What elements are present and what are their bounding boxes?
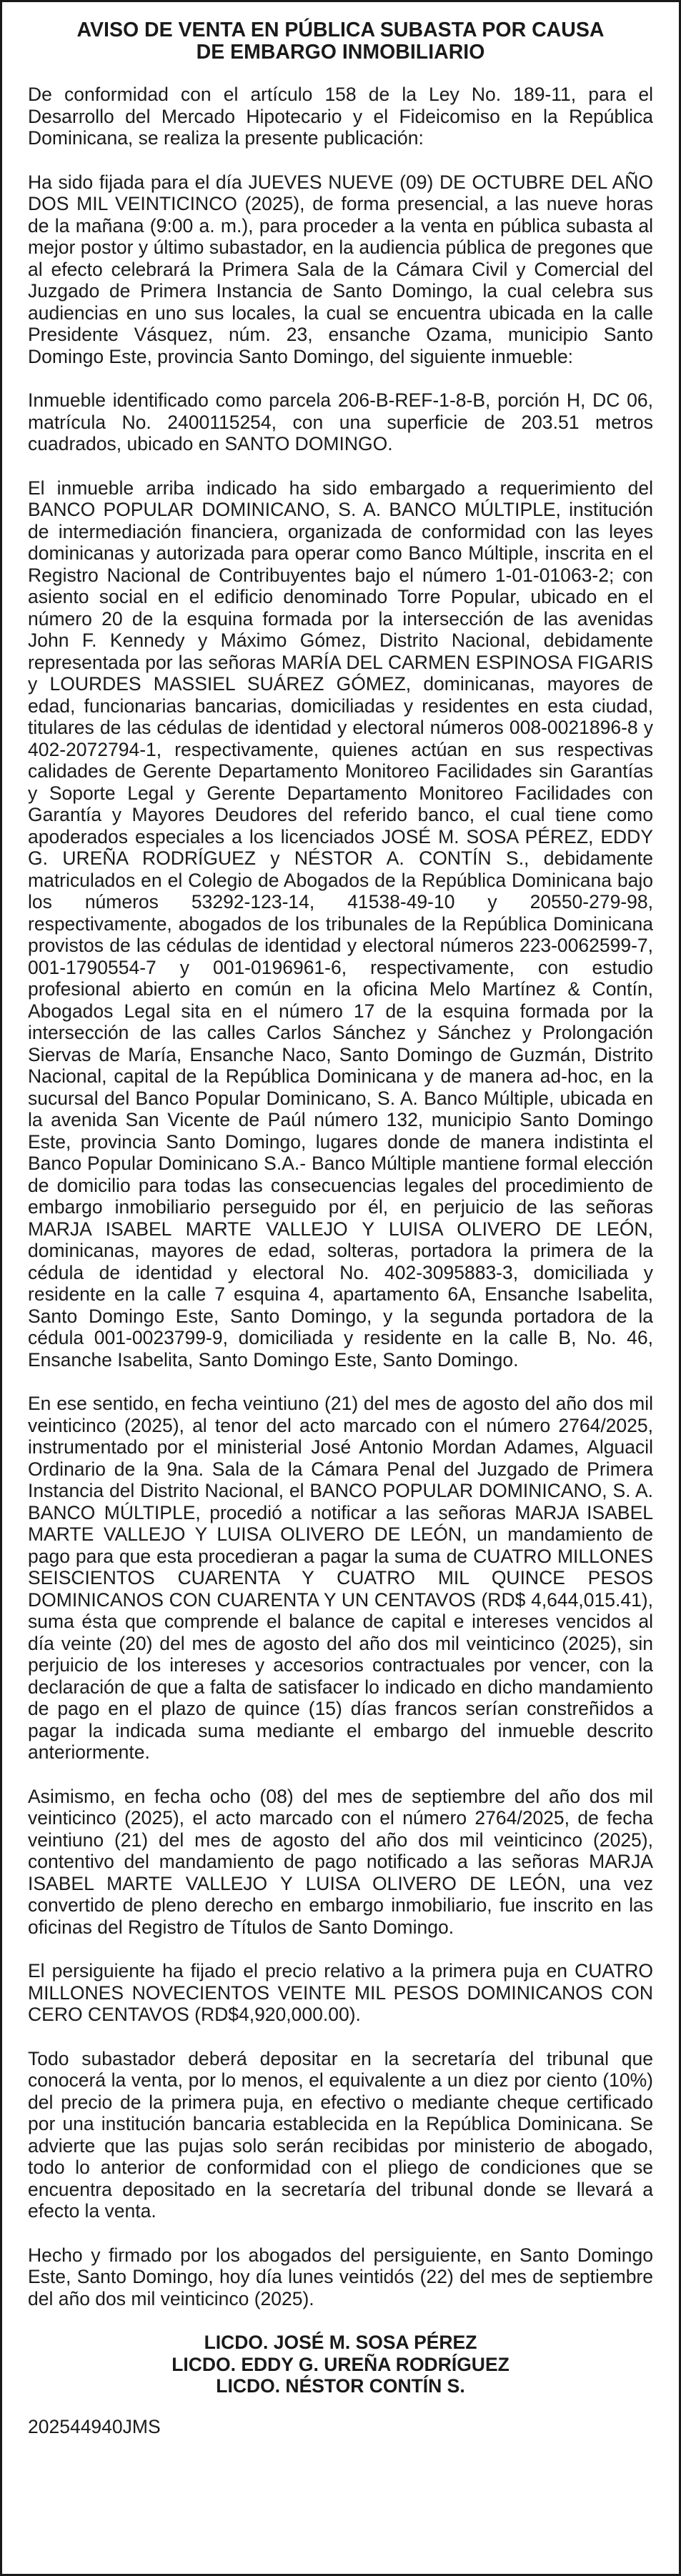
notice-title-line-2: DE EMBARGO INMOBILIARIO bbox=[196, 41, 485, 64]
paragraph-property: Inmueble identificado como parcela 206-B-REF-1-8-B, porción H, DC 06, matrícula No. 2400115254, con una superficie de 203.51 metros cuadrados, ubicado en SANTO DOMINGO. bbox=[28, 389, 653, 454]
notice-body bbox=[28, 84, 653, 2309]
signer-name: LICDO. EDDY G. UREÑA RODRÍGUEZ bbox=[172, 2353, 509, 2375]
paragraph-deposit-conditions: Todo subastador deberá depositar en la secretaría del tribunal que conocerá la venta, por lo menos, el equivalente a un diez por ciento (10%) del precio de la primera puja, en efectivo o mediante cheque certificado por una institución bancaria establecida en la República Dominicana. Se advierte que las pujas solo serán recibidas por ministerio de abogado, todo lo anterior de conformidad con el pliego de condiciones que se encuentra depositado en la secretaría del tribunal donde se llevará a efecto la venta. bbox=[28, 2047, 653, 2222]
notice-title-line-1: AVISO DE VENTA EN PÚBLICA SUBASTA POR CAUSA bbox=[76, 19, 605, 41]
notice-title bbox=[28, 19, 653, 64]
paragraph-seizure-parties: El inmueble arriba indicado ha sido embargado a requerimiento del BANCO POPULAR DOMINICANO, S. A. BANCO MÚLTIPLE, institución de intermediación financiera, organizada de conformidad con las leyes dominicanas y autorizada para operar como Banco Múltiple, inscrita en el Registro Nacional de Contribuyentes bajo el número 1-01-01063-2; con asiento social en el edificio denominado Torre Popular, ubicado en el número 20 de la esquina formada por la intersección de las avenidas John F. Kennedy y Máximo Gómez, Distrito Nacional, debidamente representada por las señoras MARÍA DEL CARMEN ESPINOSA FIGARIS y LOURDES MASSIEL SUÁREZ GÓMEZ, dominicanas, mayores de edad, funcionarias bancarias, domiciliadas y residentes en esta ciudad, titulares de las cédulas de identidad y electoral números 008-0021896-8 y 402-2072794-1, respectivamente, quienes actúan en sus respectivas calidades de Gerente Departamento Monitoreo Facilidades sin Garantías y Soporte Legal y Gerente Departamento Monitoreo Facilidades con Garantía y Mayores Deudores del referido banco, el cual tiene como apoderados especiales a los licenciados JOSÉ M. SOSA PÉREZ, EDDY G. UREÑA RODRÍGUEZ y NÉSTOR A. CONTÍN S., debidamente matriculados en el Colegio de Abogados de la República Dominicana bajo los números 53292-123-14, 41538-49-10 y 20550-279-98, respectivamente, abogados de los tribunales de la República Dominicana provistos de las cédulas de identidad y electoral números 223-0062599-7, 001-1790554-7 y 001-0196961-6, respectivamente, con estudio profesional abierto en común en la oficina Melo Martínez & Contín, Abogados Legal sita en el número 17 de la esquina formada por la intersección de las calles Carlos Sánchez y Sánchez y Prolongación Siervas de María, Ensanche Naco, Santo Domingo de Guzmán, Distrito Nacional, capital de la República Dominicana y de manera ad-hoc, en la sucursal del Banco Popular Dominicano, S. A. Banco Múltiple, ubicada en la avenida San Vicente de Paúl número 132, municipio Santo Domingo Este, provincia Santo Domingo, lugares donde de manera indistinta el Banco Popular Dominicano S.A.- Banco Múltiple mantiene formal elección de domicilio para todas las consecuencias legales del procedimiento de embargo inmobiliario perseguido por él, en perjuicio de las señoras MARJA ISABEL MARTE VALLEJO Y LUISA OLIVERO DE LEÓN, dominicanas, mayores de edad, solteras, portadora la primera de la cédula de identidad y electoral No. 402-3095883-3, domiciliada y residente en la calle 7 esquina 4, apartamento 6A, Ensanche Isabelita, Santo Domingo Este, Santo Domingo, y la segunda portadora de la cédula 001-0023799-9, domiciliada y residente en la calle B, No. 46, Ensanche Isabelita, Santo Domingo Este, Santo Domingo. bbox=[28, 477, 653, 1371]
paragraph-auction-date: Ha sido fijada para el día JUEVES NUEVE (09) DE OCTUBRE DEL AÑO DOS MIL VEINTICINCO (2025), de forma presencial, a las nueve horas de la mañana (9:00 a. m.), para proceder a la venta en pública subasta al mejor postor y último subastador, en la audiencia pública de pregones que al efecto celebrará la Primera Sala de la Cámara Civil y Comercial del Juzgado de Primera Instancia de Santo Domingo, la cual celebra sus audiencias en uno sus locales, la cual se encuentra ubicada en la calle Presidente Vásquez, núm. 23, ensanche Ozama, municipio Santo Domingo Este, provincia Santo Domingo, del siguiente inmueble: bbox=[28, 171, 653, 367]
paragraph-registration: Asimismo, en fecha ocho (08) del mes de septiembre del año dos mil veinticinco (2025), el acto marcado con el número 2764/2025, de fecha veintiuno (21) del mes de agosto del año dos mil veinticinco (2025), contentivo del mandamiento de pago notificado a las señoras MARJA ISABEL MARTE VALLEJO Y LUISA OLIVERO DE LEÓN, una vez convertido de pleno derecho en embargo inmobiliario, fue inscrito en las oficinas del Registro de Títulos de Santo Domingo. bbox=[28, 1785, 653, 1938]
paragraph-legal-basis: De conformidad con el artículo 158 de la Ley No. 189-11, para el Desarrollo del Mercado Hipotecario y el Fideicomiso en la República Dominicana, se realiza la presente publicación: bbox=[28, 84, 653, 149]
paragraph-first-bid-price: El persiguiente ha fijado el precio relativo a la primera puja en CUATRO MILLONES NOVECIENTOS VEINTE MIL PESOS DOMINICANOS CON CERO CENTAVOS (RD$4,920,000.00). bbox=[28, 1960, 653, 2025]
signers-block bbox=[28, 2332, 653, 2397]
signer-name: LICDO. JOSÉ M. SOSA PÉREZ bbox=[204, 2332, 477, 2353]
publication-code: 202544940JMS bbox=[28, 2415, 161, 2437]
paragraph-payment-order: En ese sentido, en fecha veintiuno (21) del mes de agosto del año dos mil veinticinco (2025), al tenor del acto marcado con el número 2764/2025, instrumentado por el ministerial José Antonio Mordan Adames, Alguacil Ordinario de la 9na. Sala de la Cámara Penal del Juzgado de Primera Instancia del Distrito Nacional, el BANCO POPULAR DOMINICANO, S. A. BANCO MÚLTIPLE, procedió a notificar a las señoras MARJA ISABEL MARTE VALLEJO Y LUISA OLIVERO DE LEÓN, un mandamiento de pago para que esta procedieran a pagar la suma de CUATRO MILLONES SEISCIENTOS CUARENTA Y CUATRO MIL QUINCE PESOS DOMINICANOS CON CUARENTA Y UN CENTAVOS (RD$ 4,644,015.41), suma ésta que comprende el balance de capital e intereses vencidos al día veinte (20) del mes de agosto del año dos mil veinticinco (2025), sin perjuicio de los intereses y accesorios contractuales por vencer, con la declaración de que a falta de satisfacer lo indicado en dicho mandamiento de pago en el plazo de quince (15) días francos serían constreñidos a pagar la indicada suma mediante el embargo del inmueble descrito anteriormente. bbox=[28, 1393, 653, 1763]
paragraph-signature-place-date: Hecho y firmado por los abogados del persiguiente, en Santo Domingo Este, Santo Domingo, hoy día lunes veintidós (22) del mes de septiembre del año dos mil veinticinco (2025). bbox=[28, 2244, 653, 2309]
signer-name: LICDO. NÉSTOR CONTÍN S. bbox=[216, 2375, 465, 2397]
